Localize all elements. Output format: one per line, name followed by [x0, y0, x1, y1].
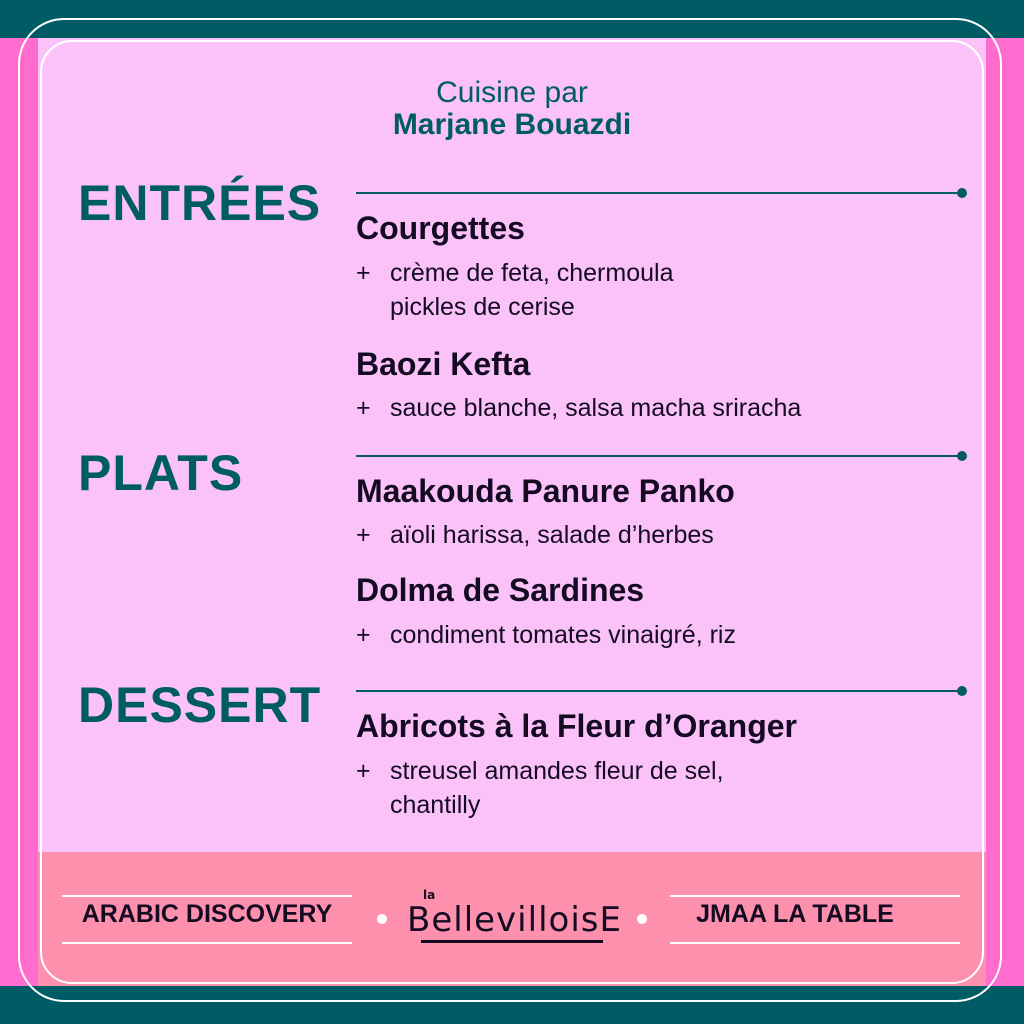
section-title-entrees: ENTRÉES [78, 175, 322, 231]
rule-dot [957, 686, 967, 696]
logo-underline [421, 940, 603, 943]
dish-description-line: chantilly [390, 791, 481, 819]
dish-name: Dolma de Sardines [356, 572, 645, 608]
plus-icon: + [356, 259, 371, 287]
footer-rule [62, 895, 352, 897]
logo-wordmark: BellevilloisE [407, 900, 622, 940]
plus-icon: + [356, 757, 371, 785]
dish-name: Abricots à la Fleur d’Oranger [356, 708, 797, 744]
footer-tag-right: JMAA LA TABLE [696, 900, 894, 928]
chef-intro: Cuisine par [436, 76, 588, 109]
rule-dot [957, 451, 967, 461]
dish-name: Courgettes [356, 210, 525, 246]
dish-description [356, 256, 673, 324]
logo-small-text: la [423, 888, 436, 902]
footer-rule [670, 942, 960, 944]
section-title-dessert: DESSERT [78, 677, 322, 733]
section-rule-dessert [356, 690, 958, 692]
dish-description-line: aïoli harissa, salade d’herbes [390, 521, 714, 549]
footer-rule [670, 895, 960, 897]
plus-icon: + [356, 394, 371, 422]
bellevilloise-logo [407, 888, 622, 946]
footer-bullet [377, 914, 387, 924]
dish-description [356, 391, 801, 425]
dish-description [356, 618, 736, 652]
chef-name: Marjane Bouazdi [392, 108, 632, 141]
footer-rule [62, 942, 352, 944]
rule-dot [957, 188, 967, 198]
plus-icon: + [356, 521, 371, 549]
plus-icon: + [356, 621, 371, 649]
dish-description [356, 518, 714, 552]
dish-description-line: streusel amandes fleur de sel, [390, 757, 724, 785]
dish-name: Maakouda Panure Panko [356, 473, 735, 509]
dish-description-line: sauce blanche, salsa macha sriracha [390, 394, 802, 422]
dish-description-line: condiment tomates vinaigré, riz [390, 621, 736, 649]
footer-tag-left: ARABIC DISCOVERY [81, 900, 333, 928]
footer-bullet [637, 914, 647, 924]
section-rule-entrees [356, 192, 958, 194]
dish-description-line: crème de feta, chermoula [390, 259, 674, 287]
section-title-plats: PLATS [78, 445, 244, 501]
section-rule-plats [356, 455, 958, 457]
dish-name: Baozi Kefta [356, 346, 531, 382]
dish-description [356, 754, 724, 822]
dish-description-line: pickles de cerise [390, 293, 575, 321]
